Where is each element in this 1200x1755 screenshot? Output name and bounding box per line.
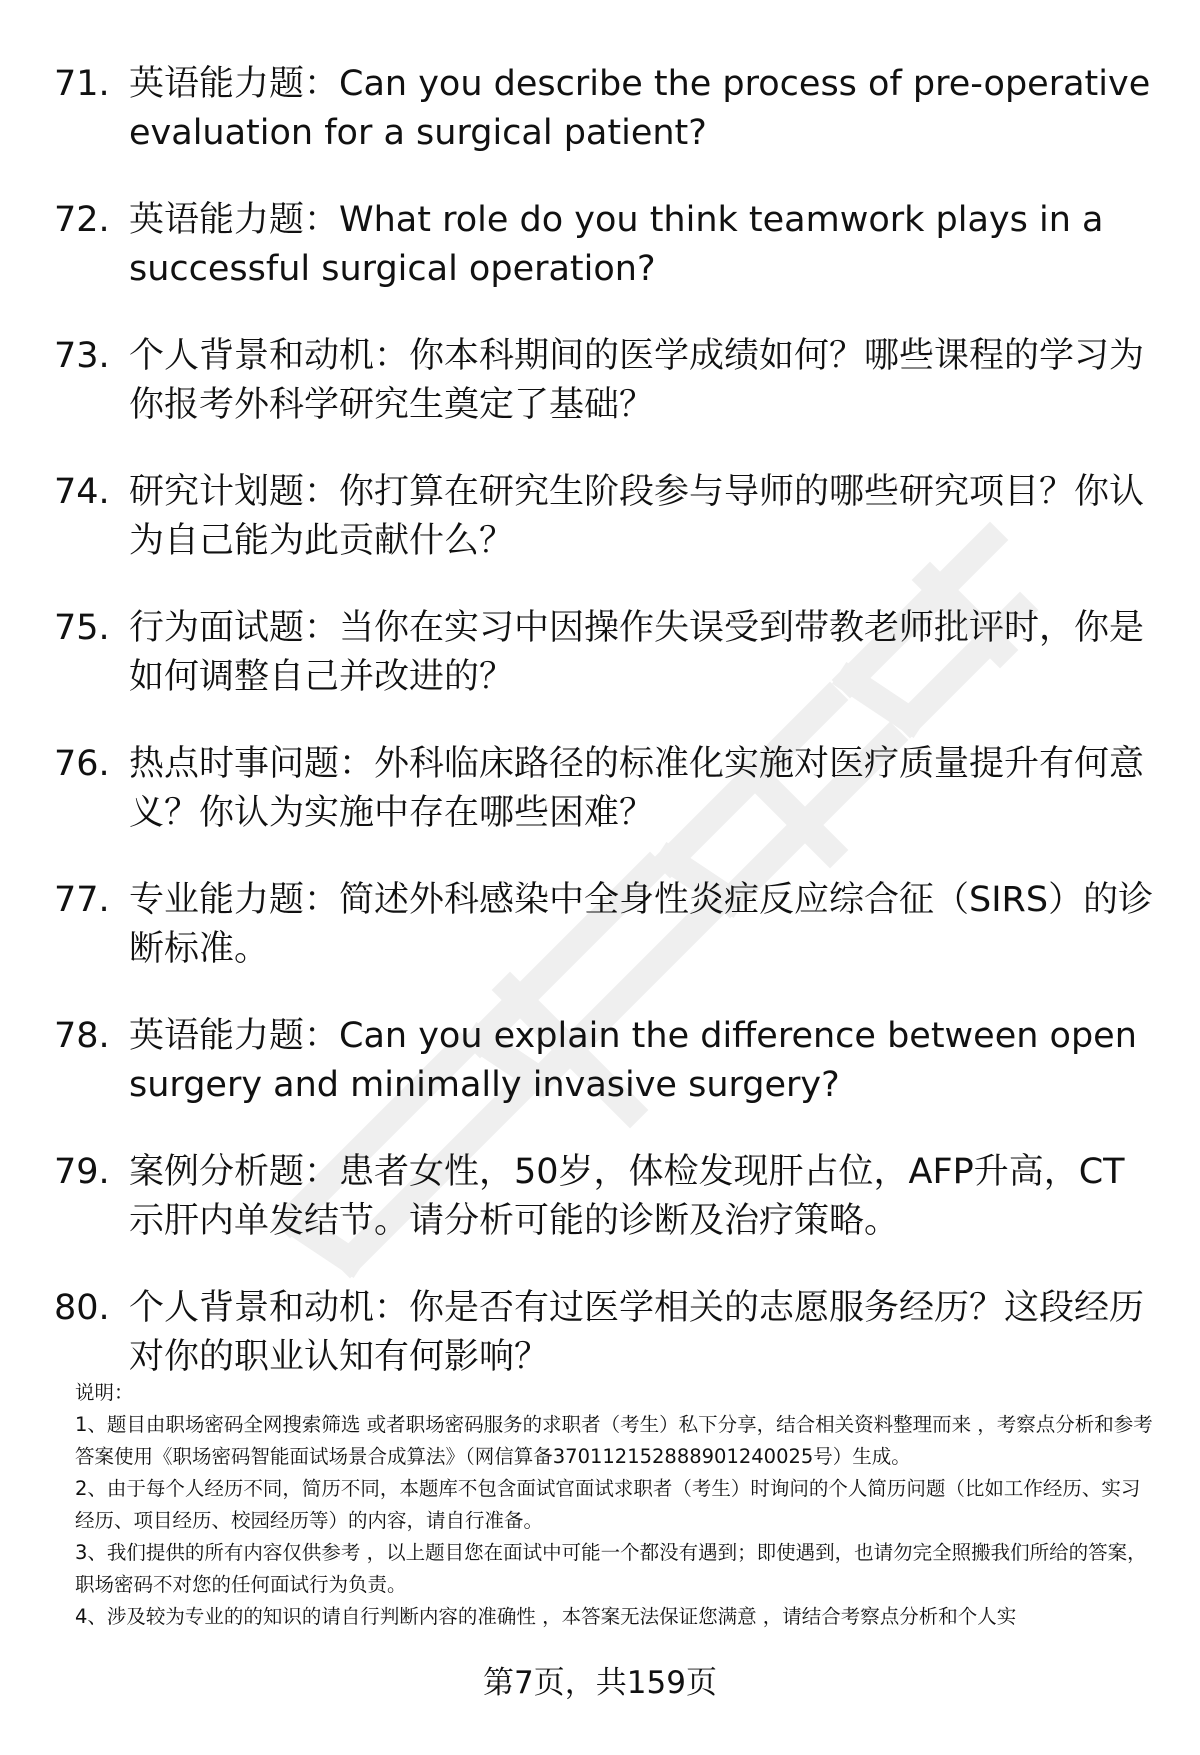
notes-item: 1、题目由职场密码全网搜索筛选 或者职场密码服务的求职者（考生）私下分享，结合相关资料整理而来 ，考察点分析和参考答案使用《职场密码智能面试场景合成算法》（网信算备370112152888901240025号）生成。 xyxy=(75,1413,1153,1468)
question-item xyxy=(54,468,1154,566)
question-text: 研究计划题：你打算在研究生阶段参与导师的哪些研究项目？你认为自己能为此贡献什么？ xyxy=(129,472,1145,561)
question-item xyxy=(54,1012,1154,1110)
question-text: 英语能力题：Can you explain the difference between open surgery and minimally invasive surgery? xyxy=(129,1016,1137,1105)
question-number: 71. xyxy=(54,64,110,104)
question-text: 案例分析题：患者女性，50岁，体检发现肝占位，AFP升高，CT示肝内单发结节。请分析可能的诊断及治疗策略。 xyxy=(129,1152,1125,1241)
question-number: 73. xyxy=(54,336,110,376)
question-number: 78. xyxy=(54,1016,110,1056)
notes-item: 2、由于每个人经历不同，简历不同，本题库不包含面试官面试求职者（考生）时询问的个人简历问题（比如工作经历、实习经历、项目经历、校园经历等）的内容，请自行准备。 xyxy=(75,1477,1141,1532)
notes-item: 3、我们提供的所有内容仅供参考 ，以上题目您在面试中可能一个都没有遇到；即使遇到，也请勿完全照搬我们所给的答案，职场密码不对您的任何面试行为负责。 xyxy=(75,1541,1147,1596)
question-item xyxy=(54,876,1154,974)
question-number: 72. xyxy=(54,200,110,240)
question-list xyxy=(54,60,1154,1420)
notes-section xyxy=(75,1377,1155,1633)
question-number: 80. xyxy=(54,1288,110,1328)
question-item xyxy=(54,1284,1154,1382)
question-text: 英语能力题：Can you describe the process of pre-operative evaluation for a surgical patient? xyxy=(129,64,1151,153)
question-text: 英语能力题：What role do you think teamwork plays in a successful surgical operation? xyxy=(129,200,1104,289)
question-text: 专业能力题：简述外科感染中全身性炎症反应综合征（SIRS）的诊断标准。 xyxy=(129,880,1154,969)
question-item xyxy=(54,60,1154,158)
notes-item: 4、涉及较为专业的的知识的请自行判断内容的准确性 ，本答案无法保证您满意 ，请结合考察点分析和个人实 xyxy=(75,1605,1017,1628)
question-number: 76. xyxy=(54,744,110,784)
notes-heading: 说明： xyxy=(75,1381,134,1404)
question-item xyxy=(54,604,1154,702)
question-number: 75. xyxy=(54,608,110,648)
question-text: 个人背景和动机：你是否有过医学相关的志愿服务经历？这段经历对你的职业认知有何影响？ xyxy=(129,1288,1145,1377)
question-number: 74. xyxy=(54,472,110,512)
question-number: 79. xyxy=(54,1152,110,1192)
question-item xyxy=(54,332,1154,430)
question-text: 热点时事问题：外科临床路径的标准化实施对医疗质量提升有何意义？你认为实施中存在哪些困难？ xyxy=(129,744,1145,833)
question-text: 行为面试题：当你在实习中因操作失误受到带教老师批评时，你是如何调整自己并改进的？ xyxy=(129,608,1145,697)
question-number: 77. xyxy=(54,880,110,920)
question-text: 个人背景和动机：你本科期间的医学成绩如何？哪些课程的学习为你报考外科学研究生奠定了基础？ xyxy=(129,336,1145,425)
question-item xyxy=(54,740,1154,838)
question-item xyxy=(54,1148,1154,1246)
question-item xyxy=(54,196,1154,294)
page-number: 第7页，共159页 xyxy=(483,1665,717,1701)
